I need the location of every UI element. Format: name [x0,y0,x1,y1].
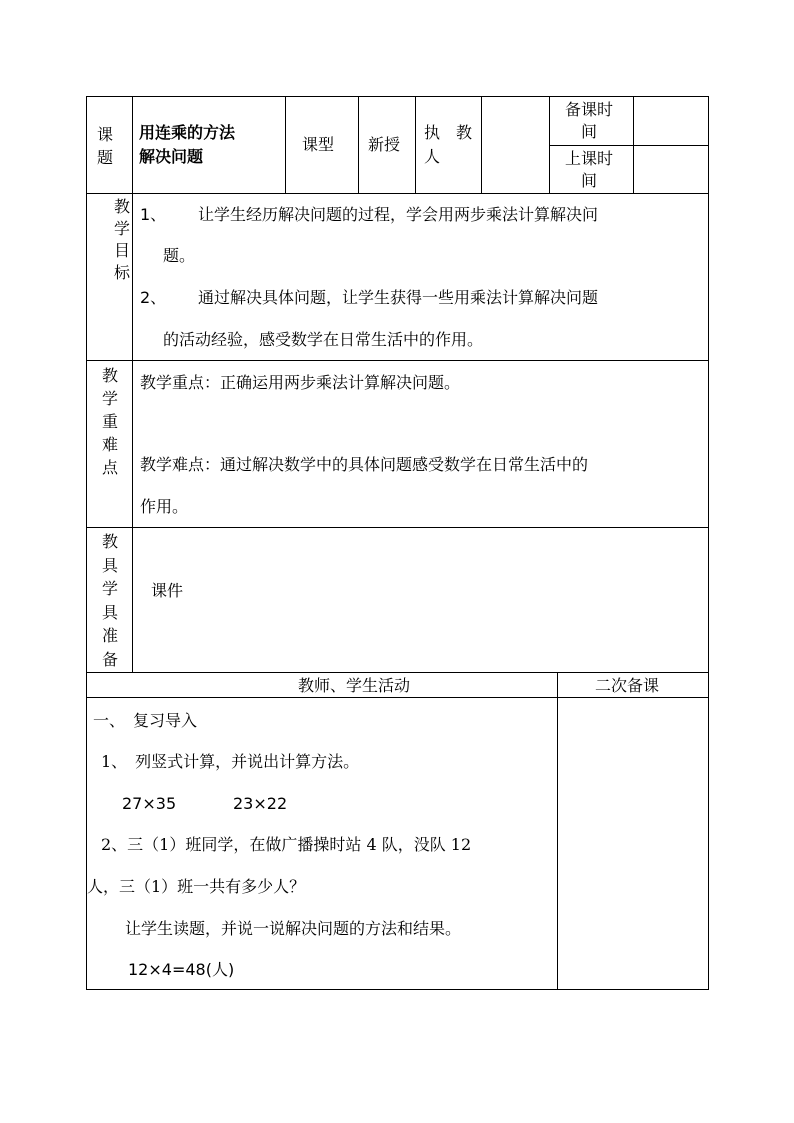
tools-label-char: 学 [101,579,118,598]
activity-answer: 12×4=48(人) [128,960,235,979]
teaching-difficulty-line1: 教学难点：通过解决数学中的具体问题感受数学在日常生活中的 [140,455,589,474]
class-time-label-line1: 上课时 [565,149,614,168]
tools-label-char: 具 [101,602,118,622]
header-divider [358,96,359,193]
activity-item-1: 1、 列竖式计算，并说出计算方法。 [101,752,360,771]
tools-label-char: 具 [101,555,118,575]
objectives-label-char: 教 [113,197,130,216]
activity-header-left: 教师、学生活动 [298,676,411,695]
objectives-label-char: 目 [113,241,130,260]
time-split [549,145,708,146]
objectives-label-char: 标 [113,263,130,282]
lesson-label-char: 课 [96,125,113,144]
key-points-label-char: 点 [101,458,118,477]
tools-label [100,530,120,671]
activity-item-2-line1: 2、三（1）班同学，在做广播操时站 4 队，没队 12 [101,835,472,854]
header-divider [481,96,482,193]
teacher-label-suffix: 人 [424,147,441,166]
activity-instruction: 让学生读题，并说一说解决问题的方法和结果。 [125,919,462,938]
objective-1-line2: 题。 [163,246,196,265]
lesson-label-char: 题 [96,148,113,167]
key-points-label-char: 难 [101,435,118,454]
lesson-title-line1: 用连乘的方法 [139,123,236,142]
section-review-intro: 一、 复习导入 [93,711,198,730]
class-time-label-line2: 间 [581,171,598,190]
table-border-left [86,96,87,989]
objective-1-line1: 让学生经历解决问题的过程，学会用两步乘法计算解决问 [198,205,599,224]
activity-item-2-line2: 人，三（1）班一共有多少人？ [87,877,306,896]
table-border-bottom [86,989,709,990]
teaching-focus: 教学重点：正确运用两步乘法计算解决问题。 [140,373,461,392]
tools-label-char: 备 [101,649,118,669]
tools-label-char: 准 [101,626,118,645]
objectives-label [112,196,132,284]
activity-header-right: 二次备课 [595,676,660,695]
key-points-label-char: 学 [101,389,118,408]
lesson-label [92,122,118,168]
objectives-label-char: 学 [113,219,130,238]
tools-value: 课件 [151,581,184,600]
row-separator [86,672,709,673]
objective-2-line2: 的活动经验，感受数学在日常生活中的作用。 [163,330,484,349]
row-separator [86,697,709,698]
calc-expression-1: 27×35 [122,794,177,813]
key-points-label [100,364,120,479]
objective-1-num: 1、 [140,205,167,224]
header-divider [285,96,286,193]
header-divider [415,96,416,193]
table-border-top [86,96,709,97]
activity-divider [557,672,558,989]
row-separator [86,527,709,528]
tools-label-char: 教 [101,532,118,551]
lesson-title-line2: 解决问题 [139,147,204,166]
row-separator [86,193,709,194]
objective-2-line1: 通过解决具体问题，让学生获得一些用乘法计算解决问题 [198,288,599,307]
calc-expression-2: 23×22 [233,794,288,813]
type-value: 新授 [368,135,401,154]
header-divider [132,96,133,672]
teacher-label: 执 教 [424,123,473,142]
key-points-label-char: 重 [101,412,118,431]
prep-time-label-line2: 间 [581,122,598,141]
prep-time-label-line1: 备课时 [565,100,614,119]
type-label: 课型 [302,135,335,154]
table-border-right [708,96,709,989]
objective-2-num: 2、 [140,288,167,307]
key-points-label-char: 教 [101,366,118,385]
teaching-difficulty-line2: 作用。 [140,497,189,516]
row-separator [86,360,709,361]
